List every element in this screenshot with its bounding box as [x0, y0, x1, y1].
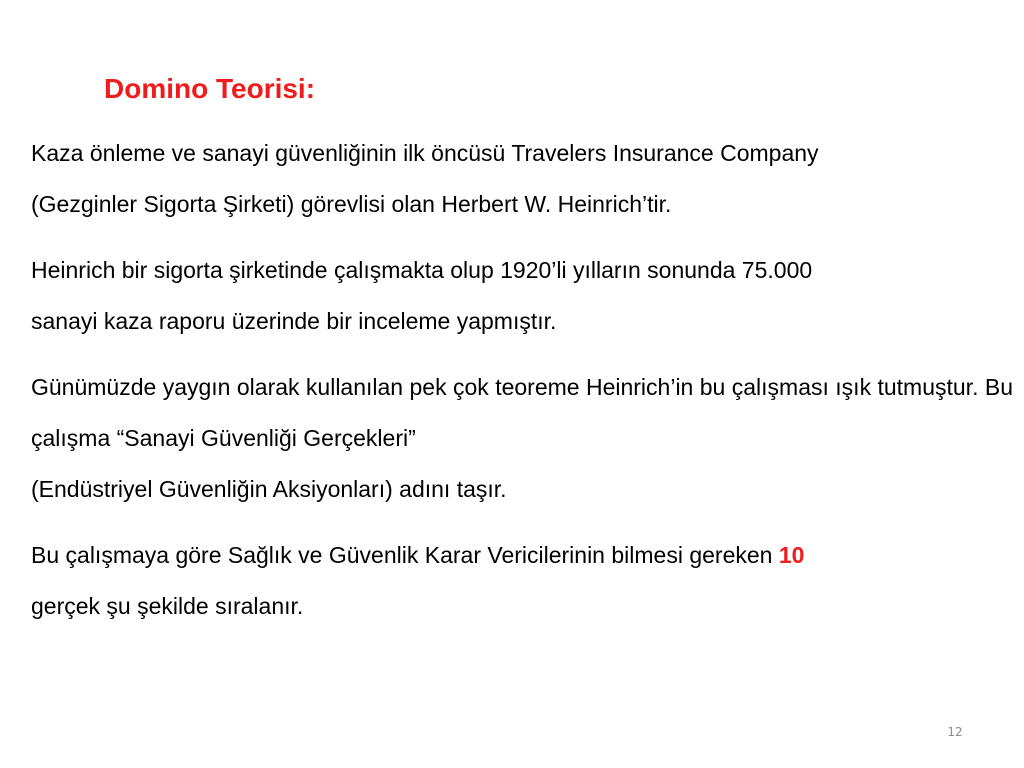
paragraph-heinrich-research: [31, 245, 1013, 347]
paragraph-theorems: [31, 362, 1013, 515]
paragraph-line: sanayi kaza raporu üzerinde bir inceleme yapmıştır.: [31, 308, 557, 334]
paragraph-line: Günümüzde yaygın olarak kullanılan pek çok teoreme Heinrich’in bu: [31, 374, 726, 400]
paragraph-line: gerçek şu şekilde sıralanır.: [31, 593, 304, 619]
slide-title: Domino Teorisi:: [104, 73, 316, 104]
paragraph-heinrich-intro: [31, 128, 1013, 230]
slide-body: [31, 128, 1013, 647]
paragraph-ten-facts: [31, 530, 1013, 632]
paragraph-line: çalışması ışık tutmuştur. Bu çalışma “Sanayi Güvenliği Gerçekleri”: [31, 374, 1013, 451]
paragraph-line: Kaza önleme ve sanayi güvenliğinin ilk öncüsü Travelers Insurance Company: [31, 140, 819, 166]
paragraph-line: Bu çalışmaya göre Sağlık ve Güvenlik Karar Vericilerinin bilmesi gereken: [31, 542, 779, 568]
paragraph-line: (Endüstriyel Güvenliğin Aksiyonları) adını taşır.: [31, 476, 507, 502]
highlight-number: 10: [778, 542, 805, 568]
paragraph-line: (Gezginler Sigorta Şirketi) görevlisi olan Herbert W. Heinrich’tir.: [31, 191, 672, 217]
paragraph-line: Heinrich bir sigorta şirketinde çalışmakta olup 1920’li yılların sonunda 75.000: [31, 257, 813, 283]
page-number: 12: [947, 725, 963, 739]
